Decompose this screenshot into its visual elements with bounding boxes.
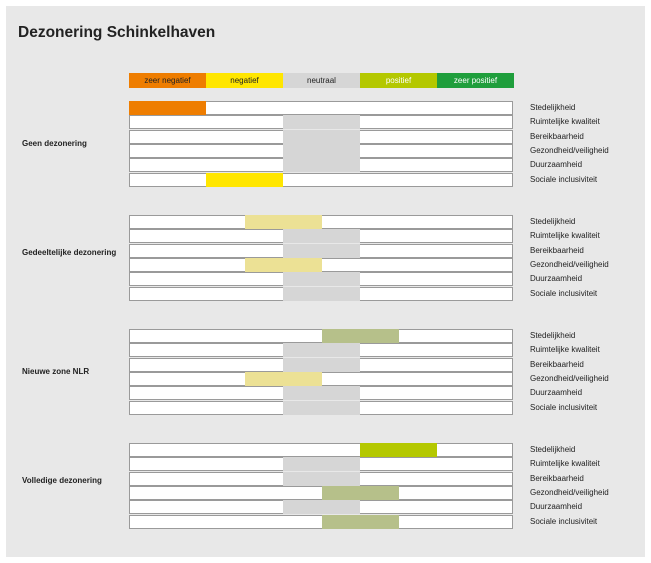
rating-bar [283,386,360,400]
rating-bar [283,401,360,415]
criterion-label: Bereikbaarheid [530,245,584,255]
group-label: Volledige dezonering [22,475,102,485]
rating-bar [245,215,322,229]
rating-bar [283,229,360,243]
criterion-label: Stedelijkheid [530,331,576,340]
criterion-label: Gezondheid/veiligheid [530,145,609,155]
criterion-label: Sociale inclusiviteit [530,174,598,184]
group-label: Nieuwe zone NLR [22,366,90,376]
rating-bar [283,457,360,471]
rating-bar [283,130,360,144]
rating-bar [360,443,437,457]
criterion-label: Ruimtelijke kwaliteit [530,117,600,127]
criterion-label: Sociale inclusiviteit [530,288,598,298]
criterion-label: Stedelijkheid [530,217,576,226]
legend-item-neutraal: neutraal [283,73,360,88]
criterion-label: Duurzaamheid [530,502,583,512]
rating-bar [283,358,360,372]
rating-bar [283,287,360,301]
rating-bar [283,158,360,172]
rating-bar [283,144,360,158]
criterion-label: Bereikbaarheid [530,131,584,141]
criterion-label: Ruimtelijke kwaliteit [530,345,600,355]
criterion-label: Ruimtelijke kwaliteit [530,231,600,241]
group-label: Gedeeltelijke dezonering [22,247,117,257]
criterion-label: Gezondheid/veiligheid [530,259,609,269]
rating-bar [283,244,360,258]
legend-item-zeer-negatief: zeer negatief [129,73,206,88]
rating-bar [283,343,360,357]
rating-bar [206,173,283,187]
group-label: Geen dezonering [22,138,87,148]
legend-item-zeer-positief: zeer positief [437,73,514,88]
rating-bar [245,258,322,272]
criterion-label: Sociale inclusiviteit [530,402,598,412]
criterion-label: Gezondheid/veiligheid [530,373,609,383]
criterion-label: Sociale inclusiviteit [530,516,598,526]
criterion-label: Duurzaamheid [530,160,583,170]
legend-item-positief: positief [360,73,437,88]
page-title: Dezonering Schinkelhaven [18,24,216,41]
rating-bar [283,500,360,514]
criterion-label: Ruimtelijke kwaliteit [530,459,600,469]
criterion-label: Stedelijkheid [530,103,576,112]
rating-row [129,173,513,187]
criterion-label: Bereikbaarheid [530,473,584,483]
criterion-label: Duurzaamheid [530,388,583,398]
rating-bar [245,372,322,386]
criterion-label: Gezondheid/veiligheid [530,487,609,497]
rating-row [129,443,513,457]
rating-bar [129,101,206,115]
chart-panel [6,6,645,557]
rating-bar [283,272,360,286]
legend-item-negatief: negatief [206,73,283,88]
criterion-label: Stedelijkheid [530,445,576,454]
criterion-label: Duurzaamheid [530,274,583,284]
rating-bar [322,329,399,343]
rating-bar [322,515,399,529]
criterion-label: Bereikbaarheid [530,359,584,369]
rating-bar [283,115,360,129]
rating-bar [322,486,399,500]
rating-bar [283,472,360,486]
